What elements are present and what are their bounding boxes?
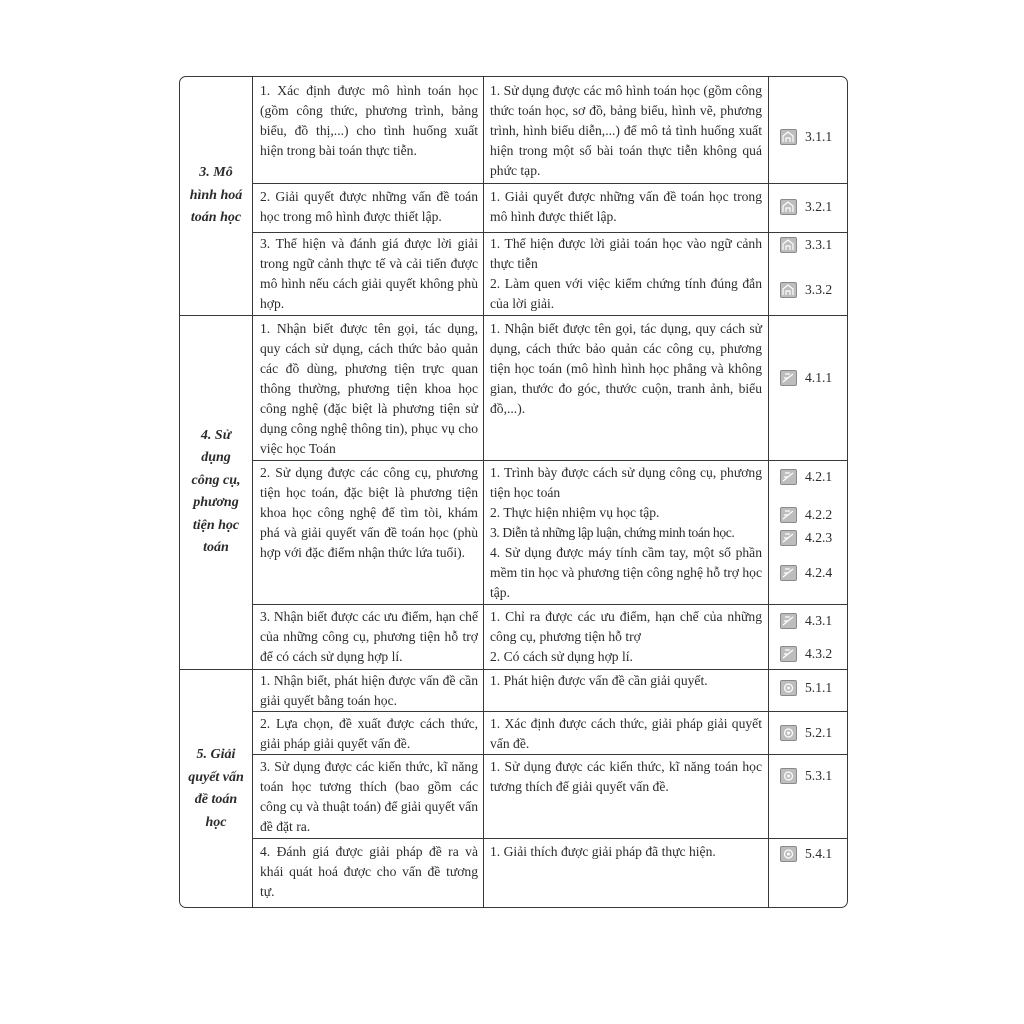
indicator-code: 3.3.1 bbox=[780, 235, 832, 255]
competency-label: 4. Sử dụng công cụ, phương tiện học toán bbox=[191, 427, 241, 555]
row-divider bbox=[252, 460, 847, 461]
competency-label: 5. Giải quyết vấn đề toán học bbox=[188, 747, 244, 830]
indicator-cell: 1. Trình bày được cách sử dụng công cụ, phương tiện học toán 2. Thực hiện nhiệm vụ học tập. 3. Diễn tả những lập luận, chứng minh toán học. 4. Sử dụng được máy tính cầm tay, một số phần mềm tin học và phương tiện công nghệ hỗ trợ học tập. bbox=[490, 465, 762, 600]
column-divider bbox=[252, 77, 253, 907]
indicator-code: 4.3.1 bbox=[780, 611, 832, 631]
indicator-code: 3.3.2 bbox=[780, 280, 832, 300]
group-divider bbox=[180, 669, 847, 670]
indicator-code: 4.1.1 bbox=[780, 368, 832, 388]
tools-icon bbox=[780, 469, 797, 485]
tools-icon bbox=[780, 613, 797, 629]
indicator-cell: 1. Xác định được cách thức, giải pháp giải quyết vấn đề. bbox=[490, 716, 762, 751]
indicator-cell: 1. Chỉ ra được các ưu điểm, hạn chế của những công cụ, phương tiện hỗ trợ 2. Có cách sử dụng hợp lí. bbox=[490, 609, 762, 664]
requirement-cell: 2. Giải quyết được những vấn đề toán học trong mô hình được thiết lập. bbox=[260, 189, 478, 224]
solve-icon bbox=[780, 768, 797, 784]
row-divider bbox=[252, 232, 847, 233]
indicator-code: 4.2.3 bbox=[780, 528, 832, 548]
indicator-cell: 1. Giải thích được giải pháp đã thực hiện. bbox=[490, 844, 716, 859]
solve-icon bbox=[780, 725, 797, 741]
model-icon bbox=[780, 129, 797, 145]
tools-icon bbox=[780, 565, 797, 581]
requirement-cell: 4. Đánh giá được giải pháp đề ra và khái quát hoá được cho vấn đề tương tự. bbox=[260, 844, 478, 899]
group-divider bbox=[180, 315, 847, 316]
model-icon bbox=[780, 199, 797, 215]
indicator-code: 3.1.1 bbox=[780, 127, 832, 147]
indicator-code: 5.1.1 bbox=[780, 678, 832, 698]
indicator-code: 4.3.2 bbox=[780, 644, 832, 664]
row-divider bbox=[252, 754, 847, 755]
tools-icon bbox=[780, 507, 797, 523]
column-divider bbox=[768, 77, 769, 907]
indicator-code: 5.2.1 bbox=[780, 723, 832, 743]
indicator-code: 4.2.2 bbox=[780, 505, 832, 525]
column-divider bbox=[483, 77, 484, 907]
indicator-cell: 1. Giải quyết được những vấn đề toán học trong mô hình được thiết lập. bbox=[490, 189, 762, 224]
model-icon bbox=[780, 282, 797, 298]
model-icon bbox=[780, 237, 797, 253]
indicator-code: 4.2.4 bbox=[780, 563, 832, 583]
solve-icon bbox=[780, 846, 797, 862]
requirement-cell: 3. Sử dụng được các kiến thức, kĩ năng toán học tương thích (bao gồm các công cụ và thuật toán) để giải quyết vấn đề đặt ra. bbox=[260, 759, 478, 834]
competency-label: 3. Mô hình hoá toán học bbox=[189, 165, 243, 226]
row-divider bbox=[252, 838, 847, 839]
row-divider bbox=[252, 711, 847, 712]
row-divider bbox=[252, 183, 847, 184]
indicator-cell: 1. Nhận biết được tên gọi, tác dụng, quy cách sử dụng, cách thức bảo quản các công cụ, phương tiện học toán (mô hình hình học phẳng và không gian, thước đo góc, thước cuộn, tranh ảnh, biểu đồ,...). bbox=[490, 321, 762, 416]
requirement-cell: 2. Sử dụng được các công cụ, phương tiện học toán, đặc biệt là phương tiện khoa học công nghệ để tìm tòi, khám phá và giải quyết vấn đề toán học (phù hợp với đặc điểm nhận thức lứa tuổi). bbox=[260, 465, 478, 560]
indicator-cell: 1. Sử dụng được các mô hình toán học (gồm công thức toán học, sơ đồ, bảng biểu, hình vẽ, phương trình, hình biểu diễn,...) để mô tả tình huống xuất hiện trong một số bài toán thực tiễn không quá phức tạp. bbox=[490, 83, 762, 178]
indicator-code: 5.3.1 bbox=[780, 766, 832, 786]
indicator-cell: 1. Phát hiện được vấn đề cần giải quyết. bbox=[490, 673, 708, 688]
tools-icon bbox=[780, 646, 797, 662]
indicator-code: 5.4.1 bbox=[780, 844, 832, 864]
solve-icon bbox=[780, 680, 797, 696]
indicator-cell: 1. Thể hiện được lời giải toán học vào ngữ cảnh thực tiễn 2. Làm quen với việc kiểm chứng tính đúng đắn của lời giải. bbox=[490, 236, 762, 311]
competency-table bbox=[179, 76, 848, 908]
requirement-cell: 3. Nhận biết được các ưu điểm, hạn chế của những công cụ, phương tiện hỗ trợ để có cách sử dụng hợp lí. bbox=[260, 609, 478, 664]
requirement-cell: 3. Thể hiện và đánh giá được lời giải trong ngữ cảnh thực tế và cải tiến được mô hình nếu cách giải quyết không phù hợp. bbox=[260, 236, 478, 311]
tools-icon bbox=[780, 530, 797, 546]
indicator-code: 4.2.1 bbox=[780, 467, 832, 487]
requirement-cell: 2. Lựa chọn, đề xuất được cách thức, giải pháp giải quyết vấn đề. bbox=[260, 716, 478, 751]
requirement-cell: 1. Nhận biết được tên gọi, tác dụng, quy cách sử dụng, cách thức bảo quản các đồ dùng, phương tiện trực quan thông thường, phương tiện khoa học công nghệ (đặc biệt là phương tiện sử dụng công nghệ thông tin), phục vụ cho việc học Toán bbox=[260, 321, 478, 456]
tools-icon bbox=[780, 370, 797, 386]
requirement-cell: 1. Nhận biết, phát hiện được vấn đề cần giải quyết bằng toán học. bbox=[260, 673, 478, 708]
indicator-code: 3.2.1 bbox=[780, 197, 832, 217]
indicator-cell: 1. Sử dụng được các kiến thức, kĩ năng toán học tương thích để giải quyết vấn đề. bbox=[490, 759, 762, 794]
row-divider bbox=[252, 604, 847, 605]
requirement-cell: 1. Xác định được mô hình toán học (gồm công thức, phương trình, bảng biểu, đồ thị,...) cho tình huống xuất hiện trong bài toán thực tiễn. bbox=[260, 83, 478, 158]
